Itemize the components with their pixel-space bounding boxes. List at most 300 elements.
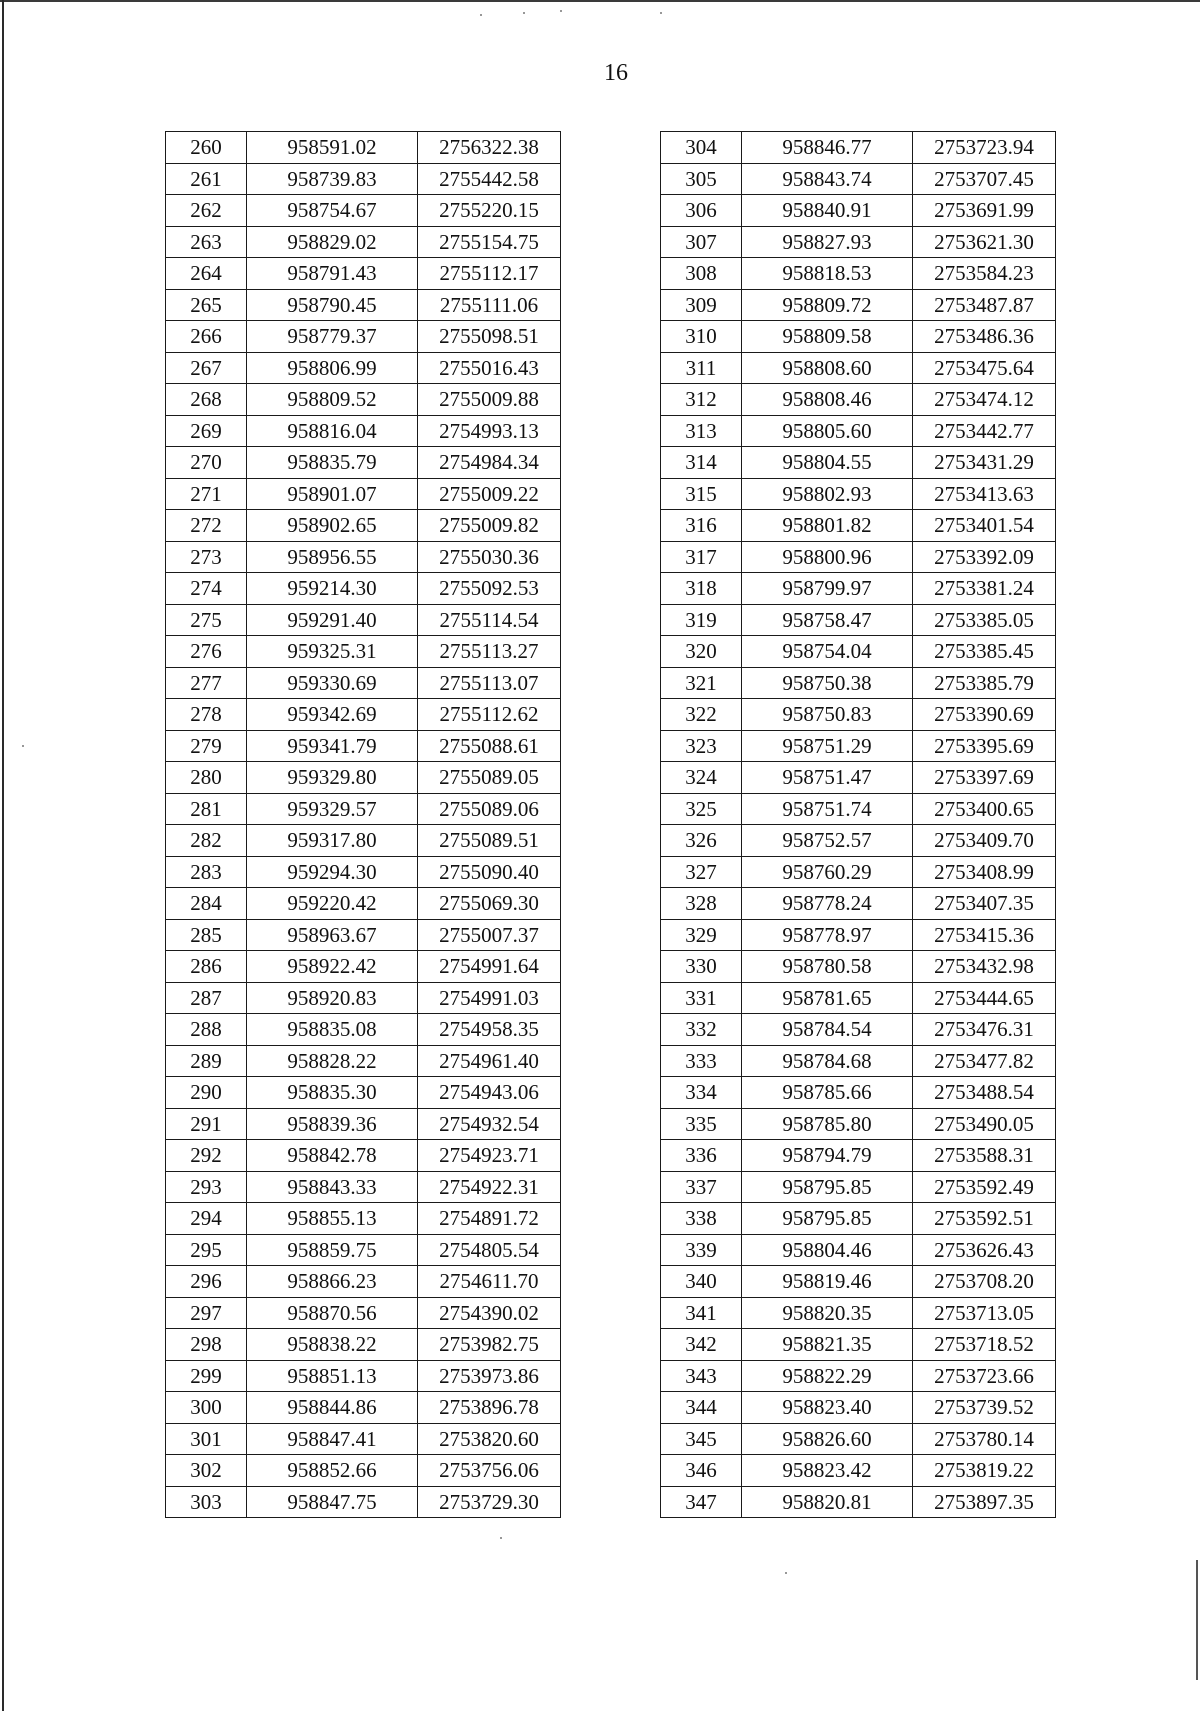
table-row bbox=[661, 604, 1056, 636]
point-number-cell: 293 bbox=[166, 1171, 247, 1203]
x-coordinate-cell: 958802.93 bbox=[742, 478, 913, 510]
y-coordinate-cell: 2753973.86 bbox=[418, 1360, 561, 1392]
y-coordinate-cell: 2755090.40 bbox=[418, 856, 561, 888]
point-number-cell: 284 bbox=[166, 888, 247, 920]
x-coordinate-cell: 958784.68 bbox=[742, 1045, 913, 1077]
y-coordinate-cell: 2755009.82 bbox=[418, 510, 561, 542]
point-number-cell: 302 bbox=[166, 1455, 247, 1487]
x-coordinate-cell: 958816.04 bbox=[247, 415, 418, 447]
point-number-cell: 323 bbox=[661, 730, 742, 762]
y-coordinate-cell: 2755089.05 bbox=[418, 762, 561, 794]
table-row bbox=[166, 667, 561, 699]
x-coordinate-cell: 958835.79 bbox=[247, 447, 418, 479]
point-number-cell: 272 bbox=[166, 510, 247, 542]
table-row bbox=[661, 1014, 1056, 1046]
table-row bbox=[661, 1329, 1056, 1361]
y-coordinate-cell: 2753592.51 bbox=[913, 1203, 1056, 1235]
x-coordinate-cell: 958859.75 bbox=[247, 1234, 418, 1266]
x-coordinate-cell: 958790.45 bbox=[247, 289, 418, 321]
table-row bbox=[661, 699, 1056, 731]
y-coordinate-cell: 2753729.30 bbox=[418, 1486, 561, 1518]
x-coordinate-cell: 958820.35 bbox=[742, 1297, 913, 1329]
point-number-cell: 280 bbox=[166, 762, 247, 794]
table-row bbox=[661, 1360, 1056, 1392]
point-number-cell: 319 bbox=[661, 604, 742, 636]
scan-left-edge bbox=[2, 0, 4, 1711]
point-number-cell: 298 bbox=[166, 1329, 247, 1361]
x-coordinate-cell: 959330.69 bbox=[247, 667, 418, 699]
point-number-cell: 326 bbox=[661, 825, 742, 857]
table-row bbox=[166, 1108, 561, 1140]
table-row bbox=[661, 447, 1056, 479]
table-row bbox=[661, 1266, 1056, 1298]
point-number-cell: 277 bbox=[166, 667, 247, 699]
table-row bbox=[661, 1486, 1056, 1518]
x-coordinate-cell: 959341.79 bbox=[247, 730, 418, 762]
x-coordinate-cell: 958809.72 bbox=[742, 289, 913, 321]
table-row bbox=[166, 919, 561, 951]
point-number-cell: 262 bbox=[166, 195, 247, 227]
x-coordinate-cell: 958758.47 bbox=[742, 604, 913, 636]
y-coordinate-cell: 2753487.87 bbox=[913, 289, 1056, 321]
x-coordinate-cell: 958901.07 bbox=[247, 478, 418, 510]
point-number-cell: 301 bbox=[166, 1423, 247, 1455]
x-coordinate-cell: 958801.82 bbox=[742, 510, 913, 542]
table-row bbox=[661, 1234, 1056, 1266]
y-coordinate-cell: 2753407.35 bbox=[913, 888, 1056, 920]
y-coordinate-cell: 2753415.36 bbox=[913, 919, 1056, 951]
table-row bbox=[661, 352, 1056, 384]
table-row bbox=[166, 793, 561, 825]
x-coordinate-cell: 958835.30 bbox=[247, 1077, 418, 1109]
x-coordinate-cell: 958778.24 bbox=[742, 888, 913, 920]
y-coordinate-cell: 2755088.61 bbox=[418, 730, 561, 762]
point-number-cell: 260 bbox=[166, 132, 247, 164]
x-coordinate-cell: 958760.29 bbox=[742, 856, 913, 888]
x-coordinate-cell: 958794.79 bbox=[742, 1140, 913, 1172]
table-row bbox=[166, 730, 561, 762]
coordinate-table-body bbox=[661, 132, 1056, 1518]
point-number-cell: 299 bbox=[166, 1360, 247, 1392]
table-row bbox=[166, 825, 561, 857]
table-row bbox=[661, 478, 1056, 510]
table-row bbox=[661, 888, 1056, 920]
y-coordinate-cell: 2753476.31 bbox=[913, 1014, 1056, 1046]
point-number-cell: 331 bbox=[661, 982, 742, 1014]
point-number-cell: 307 bbox=[661, 226, 742, 258]
point-number-cell: 336 bbox=[661, 1140, 742, 1172]
y-coordinate-cell: 2753395.69 bbox=[913, 730, 1056, 762]
point-number-cell: 271 bbox=[166, 478, 247, 510]
point-number-cell: 318 bbox=[661, 573, 742, 605]
point-number-cell: 292 bbox=[166, 1140, 247, 1172]
x-coordinate-cell: 958852.66 bbox=[247, 1455, 418, 1487]
x-coordinate-cell: 958839.36 bbox=[247, 1108, 418, 1140]
point-number-cell: 315 bbox=[661, 478, 742, 510]
x-coordinate-cell: 958922.42 bbox=[247, 951, 418, 983]
y-coordinate-cell: 2755030.36 bbox=[418, 541, 561, 573]
y-coordinate-cell: 2754923.71 bbox=[418, 1140, 561, 1172]
y-coordinate-cell: 2753397.69 bbox=[913, 762, 1056, 794]
table-row bbox=[166, 1077, 561, 1109]
y-coordinate-cell: 2753621.30 bbox=[913, 226, 1056, 258]
table-row bbox=[661, 762, 1056, 794]
point-number-cell: 269 bbox=[166, 415, 247, 447]
point-number-cell: 300 bbox=[166, 1392, 247, 1424]
x-coordinate-cell: 958819.46 bbox=[742, 1266, 913, 1298]
x-coordinate-cell: 958808.60 bbox=[742, 352, 913, 384]
y-coordinate-cell: 2755154.75 bbox=[418, 226, 561, 258]
point-number-cell: 273 bbox=[166, 541, 247, 573]
y-coordinate-cell: 2753475.64 bbox=[913, 352, 1056, 384]
y-coordinate-cell: 2755220.15 bbox=[418, 195, 561, 227]
point-number-cell: 316 bbox=[661, 510, 742, 542]
x-coordinate-cell: 958754.04 bbox=[742, 636, 913, 668]
table-row bbox=[166, 573, 561, 605]
table-row bbox=[661, 1171, 1056, 1203]
x-coordinate-cell: 958835.08 bbox=[247, 1014, 418, 1046]
point-number-cell: 303 bbox=[166, 1486, 247, 1518]
point-number-cell: 261 bbox=[166, 163, 247, 195]
table-row bbox=[661, 919, 1056, 951]
x-coordinate-cell: 958855.13 bbox=[247, 1203, 418, 1235]
point-number-cell: 314 bbox=[661, 447, 742, 479]
point-number-cell: 270 bbox=[166, 447, 247, 479]
x-coordinate-cell: 959329.57 bbox=[247, 793, 418, 825]
x-coordinate-cell: 958804.55 bbox=[742, 447, 913, 479]
table-row bbox=[166, 1360, 561, 1392]
table-row bbox=[661, 1108, 1056, 1140]
x-coordinate-cell: 958843.33 bbox=[247, 1171, 418, 1203]
point-number-cell: 340 bbox=[661, 1266, 742, 1298]
x-coordinate-cell: 958739.83 bbox=[247, 163, 418, 195]
x-coordinate-cell: 958780.58 bbox=[742, 951, 913, 983]
point-number-cell: 281 bbox=[166, 793, 247, 825]
y-coordinate-cell: 2753432.98 bbox=[913, 951, 1056, 983]
point-number-cell: 310 bbox=[661, 321, 742, 353]
table-row bbox=[166, 321, 561, 353]
y-coordinate-cell: 2753474.12 bbox=[913, 384, 1056, 416]
table-row bbox=[166, 541, 561, 573]
point-number-cell: 285 bbox=[166, 919, 247, 951]
table-row bbox=[166, 1014, 561, 1046]
table-row bbox=[166, 1266, 561, 1298]
x-coordinate-cell: 958829.02 bbox=[247, 226, 418, 258]
y-coordinate-cell: 2753392.09 bbox=[913, 541, 1056, 573]
x-coordinate-cell: 958963.67 bbox=[247, 919, 418, 951]
x-coordinate-cell: 958808.46 bbox=[742, 384, 913, 416]
x-coordinate-cell: 958847.75 bbox=[247, 1486, 418, 1518]
y-coordinate-cell: 2754611.70 bbox=[418, 1266, 561, 1298]
x-coordinate-cell: 958778.97 bbox=[742, 919, 913, 951]
table-row bbox=[166, 1455, 561, 1487]
y-coordinate-cell: 2753477.82 bbox=[913, 1045, 1056, 1077]
table-row bbox=[166, 1140, 561, 1172]
table-row bbox=[661, 1203, 1056, 1235]
point-number-cell: 290 bbox=[166, 1077, 247, 1109]
y-coordinate-cell: 2753739.52 bbox=[913, 1392, 1056, 1424]
scan-speck bbox=[560, 10, 562, 12]
table-row bbox=[661, 793, 1056, 825]
y-coordinate-cell: 2754891.72 bbox=[418, 1203, 561, 1235]
x-coordinate-cell: 958754.67 bbox=[247, 195, 418, 227]
scan-speck bbox=[523, 12, 525, 14]
table-row bbox=[166, 384, 561, 416]
point-number-cell: 266 bbox=[166, 321, 247, 353]
x-coordinate-cell: 958818.53 bbox=[742, 258, 913, 290]
x-coordinate-cell: 958847.41 bbox=[247, 1423, 418, 1455]
point-number-cell: 294 bbox=[166, 1203, 247, 1235]
table-row bbox=[661, 982, 1056, 1014]
x-coordinate-cell: 958826.60 bbox=[742, 1423, 913, 1455]
x-coordinate-cell: 958781.65 bbox=[742, 982, 913, 1014]
y-coordinate-cell: 2753592.49 bbox=[913, 1171, 1056, 1203]
y-coordinate-cell: 2753723.94 bbox=[913, 132, 1056, 164]
x-coordinate-cell: 958751.29 bbox=[742, 730, 913, 762]
x-coordinate-cell: 958784.54 bbox=[742, 1014, 913, 1046]
y-coordinate-cell: 2754922.31 bbox=[418, 1171, 561, 1203]
y-coordinate-cell: 2753444.65 bbox=[913, 982, 1056, 1014]
y-coordinate-cell: 2755069.30 bbox=[418, 888, 561, 920]
table-row bbox=[166, 258, 561, 290]
point-number-cell: 305 bbox=[661, 163, 742, 195]
y-coordinate-cell: 2753713.05 bbox=[913, 1297, 1056, 1329]
y-coordinate-cell: 2753385.05 bbox=[913, 604, 1056, 636]
x-coordinate-cell: 958800.96 bbox=[742, 541, 913, 573]
y-coordinate-cell: 2755009.88 bbox=[418, 384, 561, 416]
x-coordinate-cell: 958804.46 bbox=[742, 1234, 913, 1266]
y-coordinate-cell: 2753381.24 bbox=[913, 573, 1056, 605]
y-coordinate-cell: 2753401.54 bbox=[913, 510, 1056, 542]
y-coordinate-cell: 2755114.54 bbox=[418, 604, 561, 636]
point-number-cell: 344 bbox=[661, 1392, 742, 1424]
x-coordinate-cell: 958752.57 bbox=[742, 825, 913, 857]
x-coordinate-cell: 958870.56 bbox=[247, 1297, 418, 1329]
point-number-cell: 337 bbox=[661, 1171, 742, 1203]
table-row bbox=[661, 226, 1056, 258]
scan-speck bbox=[500, 1537, 502, 1539]
point-number-cell: 289 bbox=[166, 1045, 247, 1077]
x-coordinate-cell: 958822.29 bbox=[742, 1360, 913, 1392]
table-row bbox=[166, 163, 561, 195]
y-coordinate-cell: 2755098.51 bbox=[418, 321, 561, 353]
x-coordinate-cell: 958809.52 bbox=[247, 384, 418, 416]
y-coordinate-cell: 2753626.43 bbox=[913, 1234, 1056, 1266]
point-number-cell: 263 bbox=[166, 226, 247, 258]
x-coordinate-cell: 958751.74 bbox=[742, 793, 913, 825]
table-row bbox=[166, 415, 561, 447]
point-number-cell: 278 bbox=[166, 699, 247, 731]
coordinate-table-body bbox=[166, 132, 561, 1518]
table-row bbox=[661, 1140, 1056, 1172]
scan-speck bbox=[22, 745, 24, 747]
table-row bbox=[166, 478, 561, 510]
y-coordinate-cell: 2753780.14 bbox=[913, 1423, 1056, 1455]
table-row bbox=[661, 1423, 1056, 1455]
table-row bbox=[166, 856, 561, 888]
x-coordinate-cell: 958840.91 bbox=[742, 195, 913, 227]
table-row bbox=[661, 195, 1056, 227]
x-coordinate-cell: 958827.93 bbox=[742, 226, 913, 258]
point-number-cell: 325 bbox=[661, 793, 742, 825]
y-coordinate-cell: 2753400.65 bbox=[913, 793, 1056, 825]
table-row bbox=[661, 636, 1056, 668]
table-row bbox=[661, 132, 1056, 164]
point-number-cell: 312 bbox=[661, 384, 742, 416]
table-row bbox=[661, 667, 1056, 699]
x-coordinate-cell: 958809.58 bbox=[742, 321, 913, 353]
point-number-cell: 320 bbox=[661, 636, 742, 668]
table-row bbox=[166, 888, 561, 920]
coordinate-table-right bbox=[660, 131, 1056, 1518]
x-coordinate-cell: 958844.86 bbox=[247, 1392, 418, 1424]
point-number-cell: 287 bbox=[166, 982, 247, 1014]
point-number-cell: 296 bbox=[166, 1266, 247, 1298]
y-coordinate-cell: 2753486.36 bbox=[913, 321, 1056, 353]
y-coordinate-cell: 2755113.07 bbox=[418, 667, 561, 699]
x-coordinate-cell: 959291.40 bbox=[247, 604, 418, 636]
point-number-cell: 297 bbox=[166, 1297, 247, 1329]
table-row bbox=[166, 289, 561, 321]
table-row bbox=[166, 762, 561, 794]
point-number-cell: 279 bbox=[166, 730, 247, 762]
point-number-cell: 321 bbox=[661, 667, 742, 699]
x-coordinate-cell: 958851.13 bbox=[247, 1360, 418, 1392]
x-coordinate-cell: 958846.77 bbox=[742, 132, 913, 164]
x-coordinate-cell: 959294.30 bbox=[247, 856, 418, 888]
table-row bbox=[661, 510, 1056, 542]
table-row bbox=[661, 1297, 1056, 1329]
y-coordinate-cell: 2753490.05 bbox=[913, 1108, 1056, 1140]
table-row bbox=[661, 541, 1056, 573]
y-coordinate-cell: 2753723.66 bbox=[913, 1360, 1056, 1392]
y-coordinate-cell: 2755016.43 bbox=[418, 352, 561, 384]
point-number-cell: 328 bbox=[661, 888, 742, 920]
table-row bbox=[166, 1297, 561, 1329]
x-coordinate-cell: 959325.31 bbox=[247, 636, 418, 668]
table-row bbox=[661, 856, 1056, 888]
x-coordinate-cell: 959342.69 bbox=[247, 699, 418, 731]
point-number-cell: 268 bbox=[166, 384, 247, 416]
table-row bbox=[166, 1486, 561, 1518]
point-number-cell: 317 bbox=[661, 541, 742, 573]
table-row bbox=[661, 258, 1056, 290]
x-coordinate-cell: 958821.35 bbox=[742, 1329, 913, 1361]
x-coordinate-cell: 958838.22 bbox=[247, 1329, 418, 1361]
y-coordinate-cell: 2753707.45 bbox=[913, 163, 1056, 195]
y-coordinate-cell: 2755111.06 bbox=[418, 289, 561, 321]
x-coordinate-cell: 958799.97 bbox=[742, 573, 913, 605]
x-coordinate-cell: 958795.85 bbox=[742, 1171, 913, 1203]
y-coordinate-cell: 2753409.70 bbox=[913, 825, 1056, 857]
y-coordinate-cell: 2753819.22 bbox=[913, 1455, 1056, 1487]
x-coordinate-cell: 958806.99 bbox=[247, 352, 418, 384]
table-row bbox=[661, 163, 1056, 195]
x-coordinate-cell: 958591.02 bbox=[247, 132, 418, 164]
point-number-cell: 264 bbox=[166, 258, 247, 290]
point-number-cell: 335 bbox=[661, 1108, 742, 1140]
table-row bbox=[661, 825, 1056, 857]
y-coordinate-cell: 2753708.20 bbox=[913, 1266, 1056, 1298]
y-coordinate-cell: 2753584.23 bbox=[913, 258, 1056, 290]
y-coordinate-cell: 2755092.53 bbox=[418, 573, 561, 605]
y-coordinate-cell: 2754993.13 bbox=[418, 415, 561, 447]
point-number-cell: 267 bbox=[166, 352, 247, 384]
y-coordinate-cell: 2753488.54 bbox=[913, 1077, 1056, 1109]
point-number-cell: 308 bbox=[661, 258, 742, 290]
point-number-cell: 346 bbox=[661, 1455, 742, 1487]
point-number-cell: 341 bbox=[661, 1297, 742, 1329]
x-coordinate-cell: 958791.43 bbox=[247, 258, 418, 290]
table-row bbox=[166, 951, 561, 983]
x-coordinate-cell: 958750.38 bbox=[742, 667, 913, 699]
y-coordinate-cell: 2754984.34 bbox=[418, 447, 561, 479]
table-row bbox=[661, 951, 1056, 983]
x-coordinate-cell: 958823.42 bbox=[742, 1455, 913, 1487]
table-row bbox=[166, 132, 561, 164]
y-coordinate-cell: 2755089.51 bbox=[418, 825, 561, 857]
y-coordinate-cell: 2755112.17 bbox=[418, 258, 561, 290]
x-coordinate-cell: 958785.80 bbox=[742, 1108, 913, 1140]
y-coordinate-cell: 2753756.06 bbox=[418, 1455, 561, 1487]
y-coordinate-cell: 2754932.54 bbox=[418, 1108, 561, 1140]
x-coordinate-cell: 958750.83 bbox=[742, 699, 913, 731]
x-coordinate-cell: 958823.40 bbox=[742, 1392, 913, 1424]
scan-top-edge bbox=[0, 0, 1200, 2]
x-coordinate-cell: 959220.42 bbox=[247, 888, 418, 920]
y-coordinate-cell: 2754961.40 bbox=[418, 1045, 561, 1077]
x-coordinate-cell: 958828.22 bbox=[247, 1045, 418, 1077]
table-row bbox=[166, 636, 561, 668]
point-number-cell: 291 bbox=[166, 1108, 247, 1140]
scan-speck bbox=[660, 12, 662, 14]
table-row bbox=[166, 352, 561, 384]
table-row bbox=[661, 321, 1056, 353]
coordinate-table-left bbox=[165, 131, 561, 1518]
y-coordinate-cell: 2755009.22 bbox=[418, 478, 561, 510]
table-row bbox=[166, 699, 561, 731]
point-number-cell: 332 bbox=[661, 1014, 742, 1046]
y-coordinate-cell: 2756322.38 bbox=[418, 132, 561, 164]
scan-right-edge bbox=[1196, 1560, 1198, 1680]
point-number-cell: 333 bbox=[661, 1045, 742, 1077]
x-coordinate-cell: 958920.83 bbox=[247, 982, 418, 1014]
x-coordinate-cell: 958866.23 bbox=[247, 1266, 418, 1298]
point-number-cell: 345 bbox=[661, 1423, 742, 1455]
y-coordinate-cell: 2753691.99 bbox=[913, 195, 1056, 227]
point-number-cell: 309 bbox=[661, 289, 742, 321]
y-coordinate-cell: 2755007.37 bbox=[418, 919, 561, 951]
y-coordinate-cell: 2755442.58 bbox=[418, 163, 561, 195]
y-coordinate-cell: 2753718.52 bbox=[913, 1329, 1056, 1361]
table-row bbox=[166, 510, 561, 542]
point-number-cell: 324 bbox=[661, 762, 742, 794]
x-coordinate-cell: 958805.60 bbox=[742, 415, 913, 447]
table-row bbox=[661, 289, 1056, 321]
table-row bbox=[661, 730, 1056, 762]
table-row bbox=[166, 1045, 561, 1077]
x-coordinate-cell: 959329.80 bbox=[247, 762, 418, 794]
table-row bbox=[661, 1455, 1056, 1487]
table-row bbox=[661, 1077, 1056, 1109]
point-number-cell: 313 bbox=[661, 415, 742, 447]
point-number-cell: 265 bbox=[166, 289, 247, 321]
point-number-cell: 311 bbox=[661, 352, 742, 384]
point-number-cell: 329 bbox=[661, 919, 742, 951]
x-coordinate-cell: 958902.65 bbox=[247, 510, 418, 542]
point-number-cell: 334 bbox=[661, 1077, 742, 1109]
table-row bbox=[661, 1045, 1056, 1077]
